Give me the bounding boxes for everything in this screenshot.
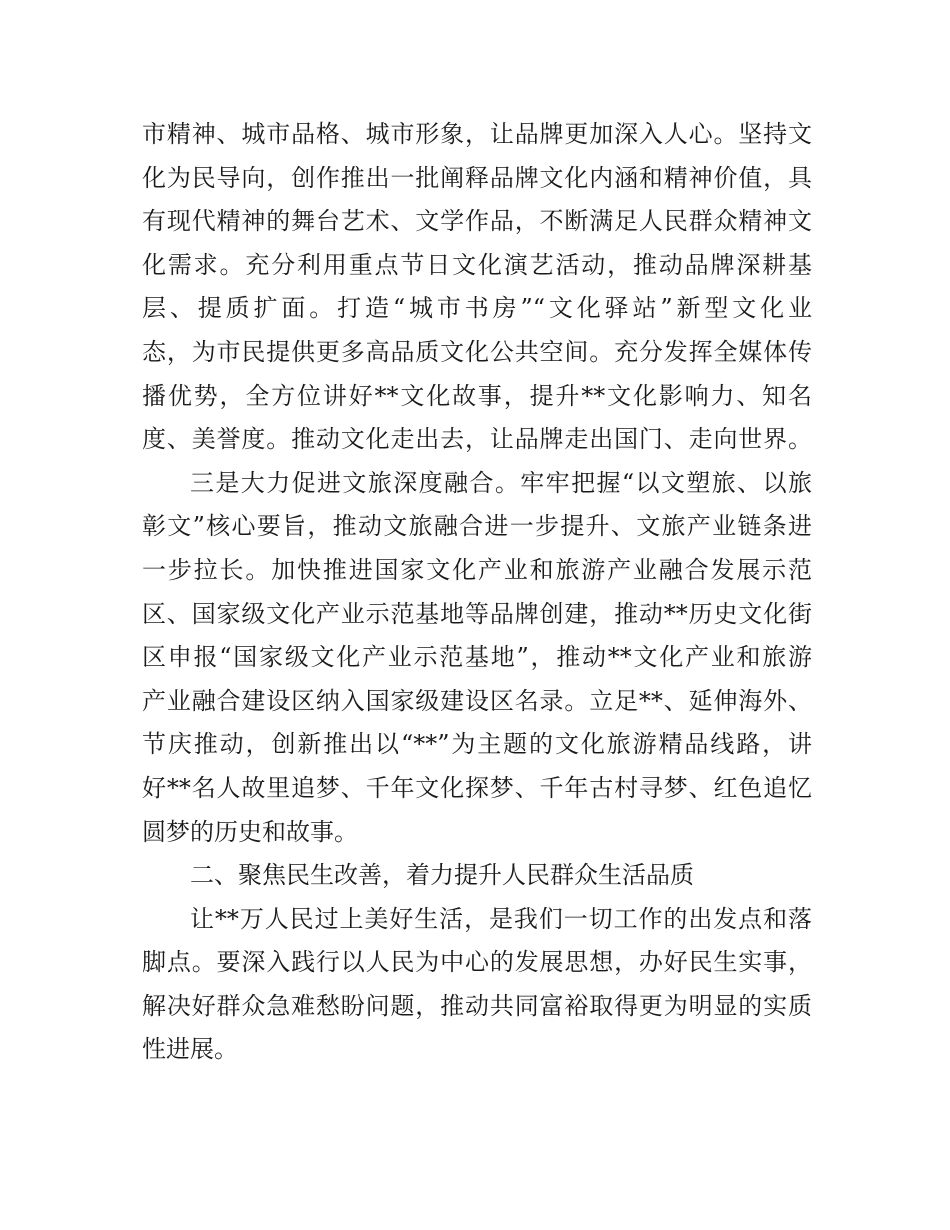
paragraph-line: 解决好群众急难愁盼问题，推动共同富裕取得更为明显的实质	[142, 991, 812, 1020]
paragraph-line: 区申报“国家级文化产业示范基地”，推动**文化产业和旅游	[142, 643, 812, 672]
paragraph-culture-brand	[142, 113, 812, 462]
paragraph-line: 脚点。要深入践行以人民为中心的发展思想，办好民生实事，	[142, 948, 812, 977]
section-heading-text: 二、聚焦民生改善，着力提升人民群众生活品质	[190, 861, 694, 890]
paragraph-line: 层、提质扩面。打造“城市书房”“文化驿站”新型文化业	[142, 294, 812, 323]
paragraph-line: 节庆推动，创新推出以“**”为主题的文化旅游精品线路，讲	[142, 730, 812, 759]
paragraph-line: 播优势，全方位讲好**文化故事，提升**文化影响力、知名	[142, 381, 812, 410]
paragraph-culture-tourism	[142, 462, 812, 854]
paragraph-line: 度、美誉度。推动文化走出去，让品牌走出国门、走向世界。	[142, 425, 812, 454]
paragraph-line: 一步拉长。加快推进国家文化产业和旅游产业融合发展示范	[142, 555, 812, 584]
paragraph-line: 区、国家级文化产业示范基地等品牌创建，推动**历史文化街	[142, 599, 812, 628]
paragraph-livelihood	[142, 898, 812, 1072]
paragraph-line: 圆梦的历史和故事。	[142, 817, 358, 846]
paragraph-line: 产业融合建设区纳入国家级建设区名录。立足**、延伸海外、	[142, 686, 812, 715]
section-heading	[142, 854, 812, 898]
paragraph-line: 让**万人民过上美好生活，是我们一切工作的出发点和落	[190, 904, 812, 933]
document-body	[142, 113, 812, 1072]
paragraph-line: 三是大力促进文旅深度融合。牢牢把握“以文塑旅、以旅	[190, 468, 812, 497]
paragraph-line: 化为民导向，创作推出一批阐释品牌文化内涵和精神价值，具	[142, 163, 812, 192]
paragraph-line: 好**名人故里追梦、千年文化探梦、千年古村寻梦、红色追忆	[142, 773, 812, 802]
paragraph-line: 态，为市民提供更多高品质文化公共空间。充分发挥全媒体传	[142, 337, 812, 366]
paragraph-line: 市精神、城市品格、城市形象，让品牌更加深入人心。坚持文	[142, 120, 812, 148]
paragraph-line: 化需求。充分利用重点节日文化演艺活动，推动品牌深耕基	[142, 250, 812, 279]
paragraph-line: 有现代精神的舞台艺术、文学作品，不断满足人民群众精神文	[142, 207, 812, 236]
paragraph-line: 性进展。	[142, 1035, 238, 1064]
paragraph-line: 彰文”核心要旨，推动文旅融合进一步提升、文旅产业链条进	[142, 512, 812, 541]
